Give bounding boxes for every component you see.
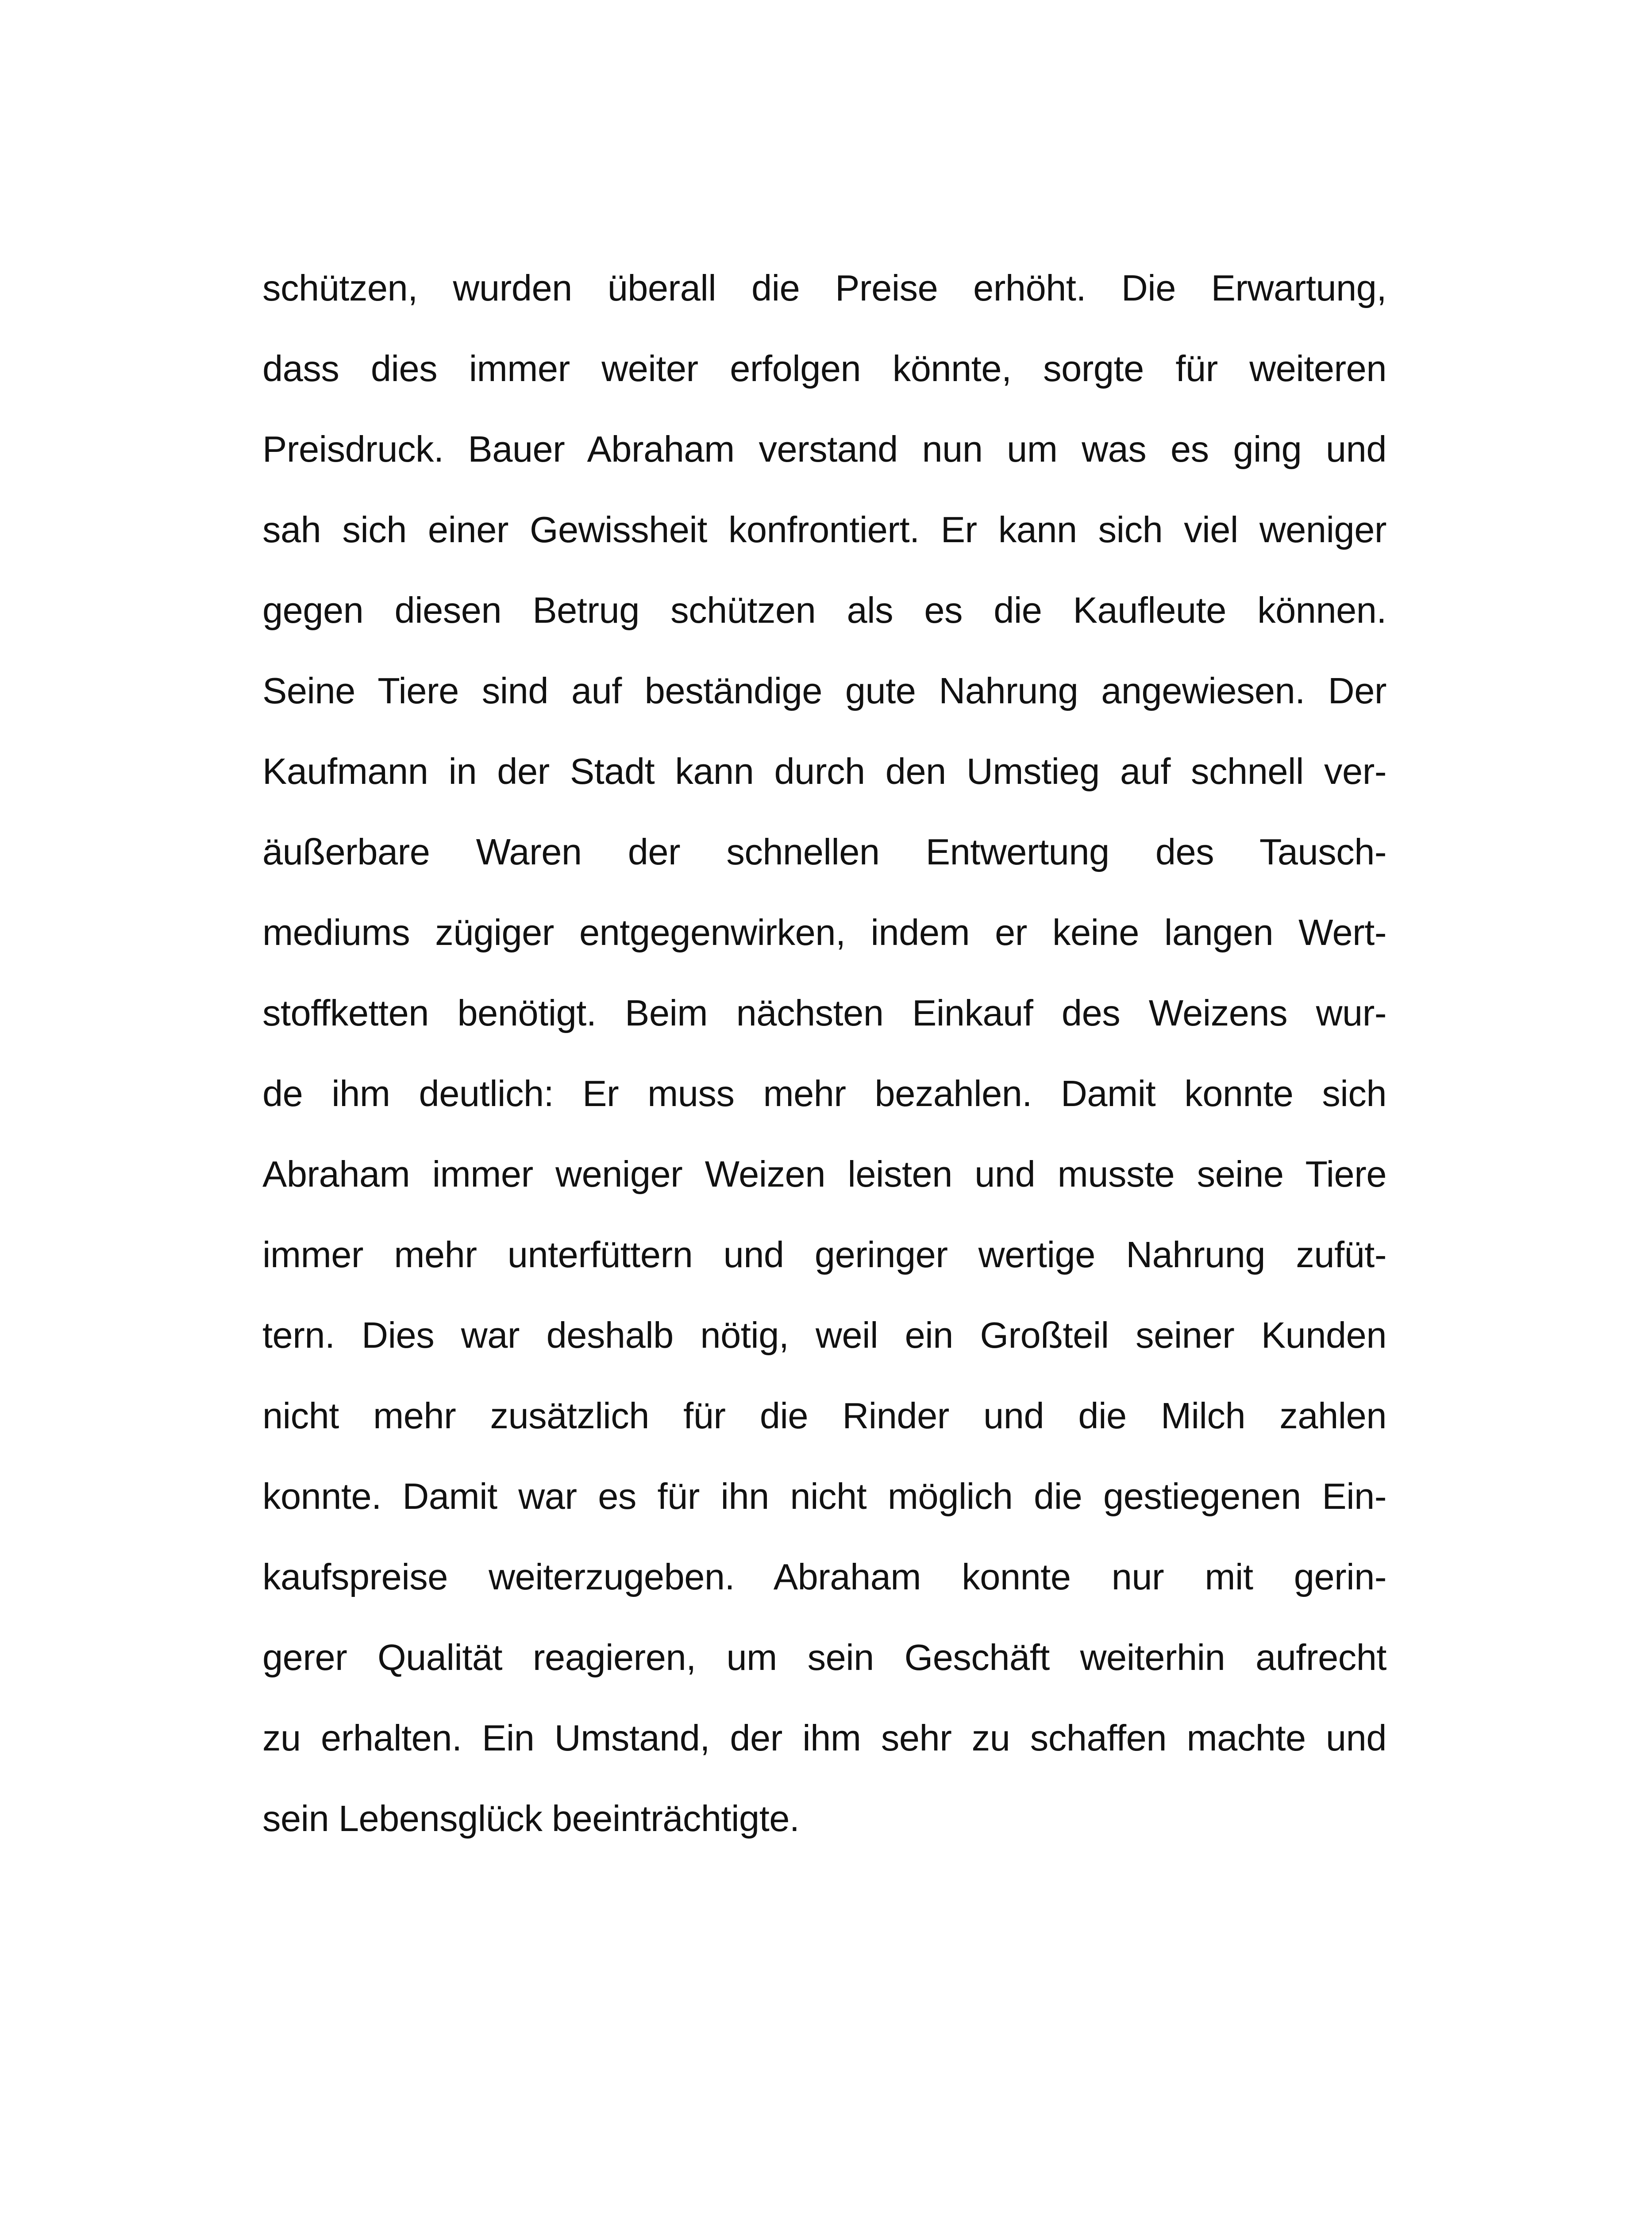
text-line: dass dies immer weiter erfolgen könnte, sorgte für weiteren — [262, 348, 1386, 389]
text-line: sah sich einer Gewissheit konfrontiert. Er kann sich viel weniger — [262, 509, 1386, 550]
text-line: kaufspreise weiterzugeben. Abraham konnte nur mit gerin- — [262, 1556, 1386, 1597]
text-line: de ihm deutlich: Er muss mehr bezahlen. Damit konnte sich — [262, 1073, 1386, 1114]
body-paragraph — [262, 248, 1386, 1859]
text-line: Kaufmann in der Stadt kann durch den Umstieg auf schnell ver- — [262, 751, 1386, 792]
text-line: konnte. Damit war es für ihn nicht möglich die gestiegenen Ein- — [262, 1476, 1386, 1517]
text-line: äußerbare Waren der schnellen Entwertung des Tausch- — [262, 831, 1386, 872]
text-line: gegen diesen Betrug schützen als es die Kaufleute können. — [262, 590, 1386, 631]
text-line: Abraham immer weniger Weizen leisten und musste seine Tiere — [262, 1153, 1386, 1195]
text-line: zu erhalten. Ein Umstand, der ihm sehr zu schaffen machte und — [262, 1717, 1386, 1758]
text-line: Seine Tiere sind auf beständige gute Nahrung angewiesen. Der — [262, 670, 1386, 711]
text-line: immer mehr unterfüttern und geringer wertige Nahrung zufüt- — [262, 1234, 1386, 1275]
text-line: sein Lebensglück beeinträchtigte. — [262, 1798, 800, 1839]
text-line: mediums zügiger entgegenwirken, indem er keine langen Wert- — [262, 912, 1386, 953]
text-line: tern. Dies war deshalb nötig, weil ein Großteil seiner Kunden — [262, 1315, 1386, 1356]
text-line: stoffketten benötigt. Beim nächsten Einkauf des Weizens wur- — [262, 992, 1386, 1033]
text-line: schützen, wurden überall die Preise erhöht. Die Erwartung, — [262, 267, 1386, 308]
text-line: gerer Qualität reagieren, um sein Geschäft weiterhin aufrecht — [262, 1637, 1386, 1678]
text-line: nicht mehr zusätzlich für die Rinder und die Milch zahlen — [262, 1395, 1386, 1436]
text-line: Preisdruck. Bauer Abraham verstand nun um was es ging und — [262, 428, 1386, 470]
